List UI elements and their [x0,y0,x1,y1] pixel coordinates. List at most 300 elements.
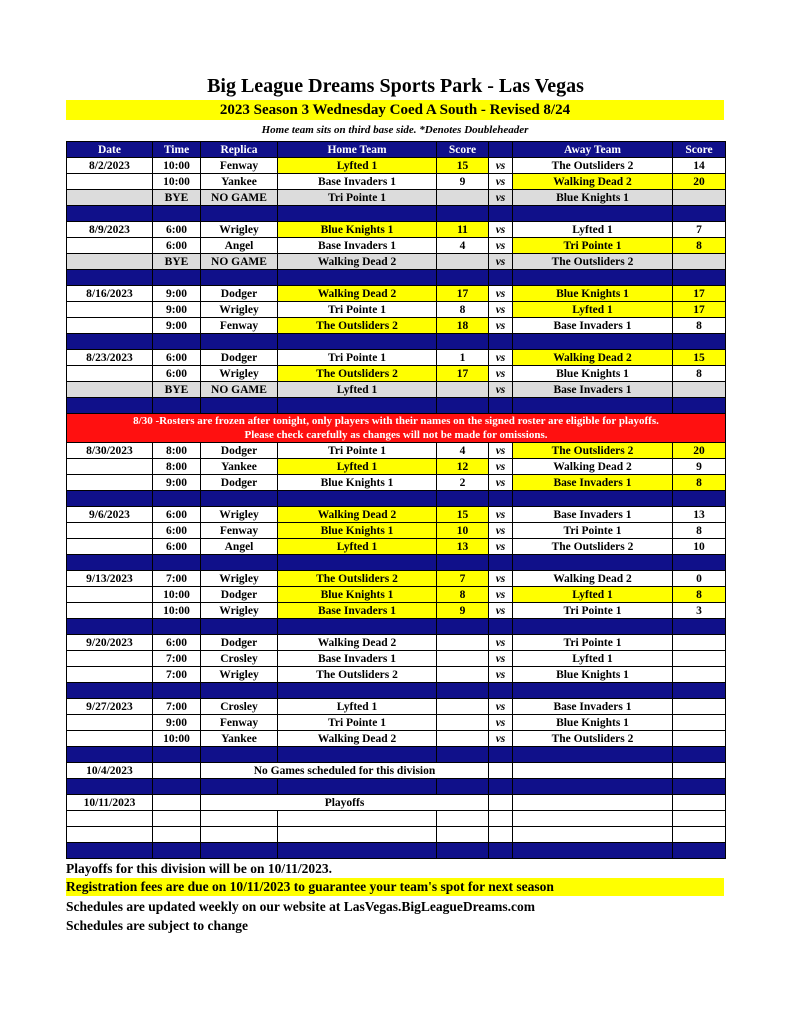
notice-text [67,414,726,443]
away-team-cell: Tri Pointe 1 [513,635,673,651]
time-cell: 10:00 [153,603,201,619]
away-score-cell [673,254,726,270]
empty-cell [513,683,673,699]
empty-cell [673,206,726,222]
date-cell: 10/11/2023 [67,795,153,811]
away-team-cell: Tri Pointe 1 [513,238,673,254]
vs-cell: vs [489,443,513,459]
away-team-cell: Blue Knights 1 [513,286,673,302]
away-score-cell: 0 [673,571,726,587]
game-row [67,222,726,238]
home-score-cell: 18 [437,318,489,334]
empty-cell [67,270,153,286]
away-team-cell: Lyfted 1 [513,302,673,318]
home-team-cell: Base Invaders 1 [278,174,437,190]
empty-cell [153,683,201,699]
away-score-cell: 8 [673,475,726,491]
time-cell: 6:00 [153,539,201,555]
empty-cell [513,398,673,414]
replica-cell: NO GAME [201,254,278,270]
game-row [67,507,726,523]
home-score-cell [437,715,489,731]
time-cell: 7:00 [153,699,201,715]
away-team-cell: Lyfted 1 [513,651,673,667]
away-score-cell [673,190,726,206]
separator-row [67,683,726,699]
empty-cell [673,779,726,795]
date-cell: 9/6/2023 [67,507,153,523]
empty-cell [201,206,278,222]
home-score-cell: 11 [437,222,489,238]
vs-cell [489,763,513,779]
empty-cell [513,843,673,859]
away-team-cell [513,763,673,779]
change-note: Schedules are subject to change [66,918,248,933]
game-row [67,571,726,587]
replica-cell: Fenway [201,523,278,539]
home-score-cell: 2 [437,475,489,491]
empty-cell [278,827,437,843]
home-team-cell: Walking Dead 2 [278,507,437,523]
date-cell: 9/27/2023 [67,699,153,715]
home-score-cell: 4 [437,238,489,254]
away-score-cell: 20 [673,443,726,459]
game-row [67,635,726,651]
separator-row [67,843,726,859]
game-row [67,286,726,302]
empty-cell [489,491,513,507]
empty-cell [201,270,278,286]
website-note: Schedules are updated weekly on our website at LasVegas.BigLeagueDreams.com [66,899,536,914]
home-team-cell: Lyfted 1 [278,158,437,174]
replica-cell: Dodger [201,475,278,491]
game-row [67,158,726,174]
info-text: Playoffs [201,795,489,811]
replica-cell: Wrigley [201,667,278,683]
vs-cell: vs [489,699,513,715]
replica-cell: Fenway [201,715,278,731]
vs-cell: vs [489,603,513,619]
time-cell: 6:00 [153,507,201,523]
vs-cell: vs [489,587,513,603]
date-cell [67,731,153,747]
separator-row [67,747,726,763]
away-team-cell: The Outsliders 2 [513,443,673,459]
empty-cell [673,747,726,763]
empty-cell [513,206,673,222]
info-row [67,763,726,779]
date-cell [67,174,153,190]
empty-cell [153,206,201,222]
bye-row [67,382,726,398]
date-cell [67,318,153,334]
registration-note: Registration fees are due on 10/11/2023 to guarantee your team's spot for next season [66,878,724,896]
home-score-cell: 1 [437,350,489,366]
date-cell: 10/4/2023 [67,763,153,779]
date-cell: 8/23/2023 [67,350,153,366]
schedule-body [67,142,726,859]
empty-cell [437,491,489,507]
home-team-note: Home team sits on third base side. *Denotes Doubleheader [261,124,529,136]
away-score-cell: 14 [673,158,726,174]
empty-cell [437,619,489,635]
empty-cell [513,619,673,635]
replica-cell: Wrigley [201,603,278,619]
empty-cell [278,811,437,827]
separator-row [67,491,726,507]
game-row [67,238,726,254]
time-cell: 10:00 [153,731,201,747]
vs-cell: vs [489,366,513,382]
away-team-cell: Base Invaders 1 [513,507,673,523]
away-team-cell: The Outsliders 2 [513,254,673,270]
empty-cell [201,747,278,763]
home-team-cell: Tri Pointe 1 [278,443,437,459]
home-team-cell: Lyfted 1 [278,382,437,398]
empty-cell [437,747,489,763]
home-score-cell: 13 [437,539,489,555]
away-team-cell: Walking Dead 2 [513,459,673,475]
empty-cell [513,827,673,843]
empty-cell [437,334,489,350]
replica-cell: Dodger [201,443,278,459]
separator-row [67,398,726,414]
empty-cell [673,334,726,350]
game-row [67,587,726,603]
empty-cell [489,619,513,635]
home-score-cell [437,731,489,747]
playoffs-note: Playoffs for this division will be on 10/11/2023. [66,861,333,876]
home-score-cell: 7 [437,571,489,587]
info-text: No Games scheduled for this division [201,763,489,779]
time-cell: 9:00 [153,715,201,731]
date-cell: 8/30/2023 [67,443,153,459]
time-cell: BYE [153,254,201,270]
time-cell: 7:00 [153,571,201,587]
empty-cell [67,619,153,635]
home-team-cell: The Outsliders 2 [278,318,437,334]
empty-cell [278,843,437,859]
vs-cell: vs [489,667,513,683]
away-score-cell: 17 [673,286,726,302]
home-team-cell: Blue Knights 1 [278,587,437,603]
separator-row [67,619,726,635]
empty-cell [153,398,201,414]
date-cell [67,715,153,731]
vs-cell: vs [489,350,513,366]
empty-cell [489,843,513,859]
away-team-cell: Walking Dead 2 [513,350,673,366]
empty-cell [278,398,437,414]
empty-cell [153,827,201,843]
away-team-cell: Blue Knights 1 [513,190,673,206]
away-score-cell [673,715,726,731]
away-team-cell: Walking Dead 2 [513,174,673,190]
away-score-cell: 8 [673,318,726,334]
empty-cell [153,619,201,635]
time-cell: 9:00 [153,302,201,318]
home-score-cell: 10 [437,523,489,539]
empty-cell [513,811,673,827]
replica-cell: Dodger [201,350,278,366]
vs-cell: vs [489,539,513,555]
away-score-cell: 9 [673,459,726,475]
separator-row [67,270,726,286]
home-score-cell: 17 [437,286,489,302]
empty-cell [67,334,153,350]
date-cell [67,523,153,539]
vs-cell [489,795,513,811]
away-team-cell: The Outsliders 2 [513,539,673,555]
empty-cell [278,334,437,350]
time-cell: BYE [153,190,201,206]
away-team-cell: The Outsliders 2 [513,731,673,747]
away-team-cell [513,795,673,811]
home-team-cell: Walking Dead 2 [278,254,437,270]
game-row [67,443,726,459]
empty-cell [489,398,513,414]
empty-cell [201,683,278,699]
home-team-cell: The Outsliders 2 [278,571,437,587]
game-row [67,603,726,619]
header-row [67,142,726,158]
replica-cell: Wrigley [201,222,278,238]
date-cell [67,459,153,475]
replica-cell: Wrigley [201,366,278,382]
away-team-cell: Tri Pointe 1 [513,603,673,619]
away-score-cell [673,731,726,747]
empty-cell [489,779,513,795]
empty-cell [201,843,278,859]
empty-cell [201,827,278,843]
game-row [67,731,726,747]
game-row [67,539,726,555]
empty-cell [673,398,726,414]
separator-row [67,555,726,571]
empty-cell [437,206,489,222]
away-score-cell: 10 [673,539,726,555]
empty-cell [513,334,673,350]
empty-cell [67,747,153,763]
empty-cell [67,811,153,827]
schedule-table [66,141,726,859]
away-score-cell: 13 [673,507,726,523]
empty-cell [489,827,513,843]
page-title: Big League Dreams Sports Park - Las Vegas [207,75,584,97]
game-row [67,475,726,491]
empty-cell [278,491,437,507]
replica-cell: Fenway [201,158,278,174]
home-score-cell [437,382,489,398]
date-cell [67,475,153,491]
away-score-cell [673,635,726,651]
empty-cell [201,334,278,350]
date-cell [67,667,153,683]
empty-cell [673,619,726,635]
date-cell: 8/16/2023 [67,286,153,302]
empty-cell [489,555,513,571]
empty-cell [489,206,513,222]
empty-cell [201,555,278,571]
replica-cell: Crosley [201,699,278,715]
vs-cell: vs [489,475,513,491]
away-score-cell [673,651,726,667]
empty-cell [437,555,489,571]
empty-cell [673,843,726,859]
home-score-cell: 12 [437,459,489,475]
empty-cell [153,811,201,827]
vs-cell: vs [489,302,513,318]
date-cell [67,651,153,667]
game-row [67,174,726,190]
date-cell [67,539,153,555]
separator-row [67,334,726,350]
schedule-subtitle: 2023 Season 3 Wednesday Coed A South - Revised 8/24 [66,100,724,120]
replica-cell: NO GAME [201,190,278,206]
time-cell [153,795,201,811]
game-row [67,699,726,715]
home-score-cell [437,254,489,270]
home-score-cell [437,699,489,715]
col-replica: Replica [201,142,278,158]
away-team-cell: Base Invaders 1 [513,382,673,398]
empty-cell [673,811,726,827]
date-cell [67,190,153,206]
date-cell [67,587,153,603]
empty-cell [153,270,201,286]
game-row [67,366,726,382]
empty-cell [278,779,437,795]
time-cell: 9:00 [153,475,201,491]
away-team-cell: Lyfted 1 [513,587,673,603]
empty-cell [437,683,489,699]
home-team-cell: Blue Knights 1 [278,475,437,491]
home-team-cell: Walking Dead 2 [278,731,437,747]
replica-cell: Wrigley [201,302,278,318]
replica-cell: Wrigley [201,571,278,587]
empty-cell [153,555,201,571]
vs-cell: vs [489,222,513,238]
home-score-cell: 8 [437,587,489,603]
empty-cell [278,747,437,763]
col-away-score: Score [673,142,726,158]
vs-cell: vs [489,318,513,334]
date-cell: 9/13/2023 [67,571,153,587]
date-cell [67,238,153,254]
col-time: Time [153,142,201,158]
vs-cell: vs [489,731,513,747]
away-score-cell: 8 [673,523,726,539]
replica-cell: Yankee [201,731,278,747]
home-team-cell: Lyfted 1 [278,539,437,555]
empty-cell [201,491,278,507]
vs-cell: vs [489,286,513,302]
time-cell: 10:00 [153,158,201,174]
home-team-cell: Tri Pointe 1 [278,302,437,318]
game-row [67,523,726,539]
empty-cell [437,827,489,843]
time-cell: 10:00 [153,174,201,190]
vs-cell: vs [489,523,513,539]
away-score-cell: 3 [673,603,726,619]
separator-row [67,206,726,222]
replica-cell: Angel [201,238,278,254]
vs-cell: vs [489,158,513,174]
vs-cell: vs [489,635,513,651]
home-team-cell: The Outsliders 2 [278,366,437,382]
empty-cell [673,270,726,286]
vs-cell: vs [489,174,513,190]
empty-cell [201,619,278,635]
replica-cell: NO GAME [201,382,278,398]
vs-cell: vs [489,254,513,270]
empty-cell [673,827,726,843]
empty-cell [513,747,673,763]
empty-cell [201,779,278,795]
away-score-cell: 8 [673,587,726,603]
away-team-cell: The Outsliders 2 [513,158,673,174]
vs-cell: vs [489,651,513,667]
home-team-cell: Lyfted 1 [278,699,437,715]
time-cell: 6:00 [153,350,201,366]
home-team-cell: Tri Pointe 1 [278,190,437,206]
replica-cell: Angel [201,539,278,555]
home-team-cell: Walking Dead 2 [278,635,437,651]
home-team-cell: Blue Knights 1 [278,523,437,539]
empty-cell [67,827,153,843]
replica-cell: Dodger [201,635,278,651]
time-cell: 8:00 [153,443,201,459]
empty-cell [673,555,726,571]
col-home-score: Score [437,142,489,158]
home-team-cell: Base Invaders 1 [278,603,437,619]
empty-cell [437,779,489,795]
replica-cell: Crosley [201,651,278,667]
away-team-cell: Blue Knights 1 [513,667,673,683]
empty-cell [153,491,201,507]
away-score-cell: 15 [673,350,726,366]
away-score-cell [673,699,726,715]
home-score-cell: 15 [437,507,489,523]
col-date: Date [67,142,153,158]
home-score-cell: 4 [437,443,489,459]
roster-freeze-notice [67,414,726,443]
time-cell: 6:00 [153,366,201,382]
away-score-cell [673,667,726,683]
vs-cell: vs [489,190,513,206]
col-vs [489,142,513,158]
home-score-cell [437,635,489,651]
home-score-cell: 15 [437,158,489,174]
time-cell: 9:00 [153,286,201,302]
time-cell [153,763,201,779]
bye-row [67,254,726,270]
time-cell: 7:00 [153,667,201,683]
home-team-cell: The Outsliders 2 [278,667,437,683]
away-team-cell: Blue Knights 1 [513,366,673,382]
separator-row [67,779,726,795]
away-team-cell: Base Invaders 1 [513,475,673,491]
empty-cell [513,491,673,507]
date-cell [67,603,153,619]
vs-cell: vs [489,238,513,254]
home-team-cell: Blue Knights 1 [278,222,437,238]
replica-cell: Yankee [201,459,278,475]
away-team-cell: Base Invaders 1 [513,318,673,334]
empty-cell [67,779,153,795]
col-away-team: Away Team [513,142,673,158]
away-score-cell: 7 [673,222,726,238]
